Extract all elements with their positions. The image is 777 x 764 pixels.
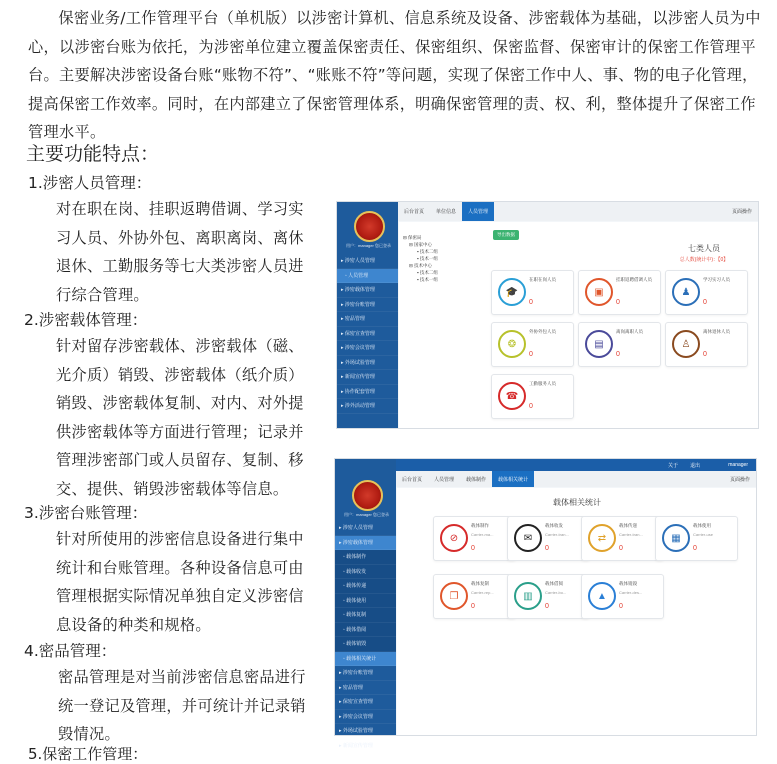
card-label: 在职在岗人员 — [529, 277, 556, 282]
reader-icon: ♟ — [672, 278, 700, 306]
sidebar-item-2[interactable]: ▸ 涉密载体管理 — [337, 283, 398, 298]
stat-card[interactable] — [491, 270, 574, 315]
tab-carrier-make[interactable]: 载体制作 — [466, 476, 487, 483]
sidebar-item-7[interactable]: ◦ 载体借阅 — [335, 623, 396, 638]
card-label: 载体销毁 — [619, 581, 637, 586]
sidebar-item-6[interactable]: ▸ 涉密会议管理 — [337, 341, 398, 356]
card-sublabel: Carrier-tran... — [545, 532, 569, 537]
item-4-title: 4.密品管理： — [24, 642, 117, 660]
elder-icon: ♙ — [672, 330, 700, 358]
tree-node[interactable]: ▪ 技术一组 — [417, 277, 438, 282]
card-value: 0 — [471, 603, 475, 610]
tab-personnel[interactable]: 人员管理 — [434, 476, 455, 483]
service-icon: ☎ — [498, 382, 526, 410]
card-value: 0 — [619, 603, 623, 610]
tab-personnel[interactable]: 人员管理 — [462, 202, 494, 221]
about-link[interactable]: 关于 — [667, 463, 678, 469]
tab-home[interactable]: 后台首页 — [402, 476, 423, 483]
card-sublabel: Carrier-use — [693, 532, 714, 537]
page-actions[interactable]: 页面操作 — [731, 209, 752, 215]
sidebar-item-7[interactable]: ▸ 外场试验管理 — [337, 356, 398, 371]
stat-card[interactable] — [578, 322, 661, 367]
sidebar-item-8[interactable]: ◦ 载体销毁 — [335, 637, 396, 652]
card-label: 载体使用 — [693, 523, 711, 528]
book-icon: ▥ — [514, 582, 542, 610]
tab-carrier-stats[interactable]: 载体相关统计 — [492, 471, 534, 487]
card-sublabel: Carrier-bo... — [545, 590, 567, 595]
card-value: 0 — [619, 545, 623, 552]
card-label: 挂职返聘借调人员 — [616, 277, 652, 282]
stat-card[interactable] — [655, 516, 738, 561]
cards-title: 载体相关统计 — [553, 498, 601, 507]
user-info: 用户：manager 您已登录 — [344, 512, 389, 517]
card-value: 0 — [616, 351, 620, 358]
sidebar-item-2[interactable]: ◦ 载体制作 — [335, 550, 396, 565]
stat-card[interactable] — [433, 516, 516, 561]
main-panel — [399, 222, 758, 428]
tab-unit-info[interactable]: 单位信息 — [436, 209, 457, 215]
sidebar-item-6[interactable]: ◦ 载体复制 — [335, 608, 396, 623]
group-icon: ❂ — [498, 330, 526, 358]
sidebar-item-1[interactable]: ▸ 涉密载体管理 — [335, 536, 396, 551]
user-name[interactable]: manager — [728, 462, 748, 468]
card-label: 载体复制 — [471, 581, 489, 586]
card-label: 载体制作 — [471, 523, 489, 528]
document-icon: ▤ — [585, 330, 613, 358]
card-label: 学习实习人员 — [703, 277, 730, 282]
sidebar-item-0[interactable]: ▸ 涉密人员管理 — [335, 521, 396, 536]
sidebar-item-10[interactable]: ▸ 涉密台账管理 — [335, 666, 396, 681]
card-label: 载体收发 — [545, 523, 563, 528]
sidebar-item-1[interactable]: ◦ 人员管理 — [337, 269, 398, 284]
mail-icon: ✉ — [514, 524, 542, 552]
intro-paragraph: 保密业务/工作管理平台（单机版）以涉密计算机、信息系统及设备、涉密载体为基础，以涉密人员为中心，以涉密台账为依托，为涉密单位建立覆盖保密责任、保密组织、保密监督、保密审计的保密工作管理平台。主要解决涉密设备台账“账物不符”、“账账不符”等问题，实现了保密工作中人、事、物的电子化管理，提高保密工作效率。同时，在内部建立了保密管理体系，明确保密管理的责、权、利，整体提升了保密工作管理水平。 — [28, 9, 761, 141]
item-1-title: 1.涉密人员管理： — [28, 174, 152, 192]
card-label: 工勤服务人员 — [529, 381, 556, 386]
card-sublabel: Carrier-rep... — [471, 590, 494, 595]
sidebar — [335, 459, 396, 749]
stat-card[interactable] — [665, 270, 748, 315]
org-tree — [403, 234, 438, 283]
sidebar-item-9[interactable]: ◦ 载体相关统计 — [335, 652, 396, 667]
export-button[interactable]: 导出数据 — [493, 230, 519, 240]
card-label: 离岗离职人员 — [616, 329, 643, 334]
destroy-icon: ▲ — [588, 582, 616, 610]
cards-subtitle: 总人数(统计中)：【0】 — [679, 257, 729, 263]
stat-card[interactable] — [665, 322, 748, 367]
sidebar-item-4[interactable]: ◦ 载体传递 — [335, 579, 396, 594]
tree-node[interactable]: ⊟ 技术中心 — [409, 263, 433, 268]
cards-title: 七类人员 — [688, 244, 720, 253]
features-heading: 主要功能特点： — [26, 143, 160, 165]
card-sublabel: Carrier-tran... — [619, 532, 643, 537]
top-bar — [396, 459, 756, 471]
card-value: 0 — [545, 545, 549, 552]
tree-node[interactable]: ▪ 技术一组 — [417, 256, 438, 261]
stat-card[interactable] — [507, 516, 590, 561]
card-value: 0 — [703, 299, 707, 306]
sidebar-item-5[interactable]: ◦ 载体使用 — [335, 594, 396, 609]
card-value: 0 — [529, 403, 533, 410]
sidebar-item-14[interactable]: ▸ 外场试验管理 — [335, 724, 396, 739]
item-3-body: 针对所使用的涉密信息设备进行集中统计和台账管理。各种设备信息可由管理根据实际情况单独自定义涉密信息设备的种类和规格。 — [56, 530, 304, 634]
item-5-title-cut: 5.保密工作管理： — [28, 745, 148, 763]
sidebar-item-3[interactable]: ◦ 载体收发 — [335, 565, 396, 580]
sidebar-item-0[interactable]: ▸ 涉密人员管理 — [337, 254, 398, 269]
tab-home[interactable]: 后台首页 — [404, 209, 425, 215]
stat-card[interactable] — [433, 574, 516, 619]
sidebar-item-12[interactable]: ▸ 保密宣查管理 — [335, 695, 396, 710]
item-4-body: 密品管理是对当前涉密信息密品进行统一登记及管理，并可统计并记录销毁情况。 — [58, 668, 306, 743]
card-value: 0 — [471, 545, 475, 552]
sidebar-item-9[interactable]: ▸ 协作配套管理 — [337, 385, 398, 400]
item-2-body: 针对留存涉密载体、涉密载体（磁、光介质）销毁、涉密载体（纸介质）销毁、涉密载体复制、对内、对外提供涉密载体等方面进行管理；记录并管理涉密部门或人员留存、复制、移交、提供、销毁涉密载体等信息。 — [56, 337, 304, 498]
main-panel — [397, 488, 756, 735]
sidebar-item-11[interactable]: ▸ 密品管理 — [335, 681, 396, 696]
stat-card[interactable] — [507, 574, 590, 619]
card-label: 外协外包人员 — [529, 329, 556, 334]
item-2-title: 2.涉密载体管理： — [24, 311, 148, 329]
sidebar — [337, 202, 398, 428]
stat-card[interactable] — [491, 374, 574, 419]
sidebar-item-5[interactable]: ▸ 保密宣查管理 — [337, 327, 398, 342]
sidebar-item-13[interactable]: ▸ 涉密会议管理 — [335, 710, 396, 725]
stat-card[interactable] — [581, 516, 664, 561]
stat-card[interactable] — [578, 270, 661, 315]
logout-link[interactable]: 退出 — [689, 463, 700, 469]
sidebar-item-8[interactable]: ▸ 新闻宣传管理 — [337, 370, 398, 385]
card-value: 0 — [529, 299, 533, 306]
item-1-body: 对在职在岗、挂职返聘借调、学习实习人员、外协外包、离职离岗、离休退休、工勤服务等七大类涉密人员进行综合管理。 — [56, 200, 304, 304]
tab-bar — [396, 471, 756, 487]
card-label: 离休退休人员 — [703, 329, 730, 334]
sidebar-item-3[interactable]: ▸ 涉密台账管理 — [337, 298, 398, 313]
card-value: 0 — [693, 545, 697, 552]
card-sublabel: Carrier-des... — [619, 590, 643, 595]
tree-node[interactable]: ▪ 技术二组 — [417, 270, 438, 275]
tree-node[interactable]: ▪ 技术二组 — [417, 249, 438, 254]
usage-icon: ▦ — [662, 524, 690, 552]
screenshot-carrier-stats — [334, 458, 757, 749]
tab-bar — [398, 202, 758, 221]
sidebar-item-10[interactable]: ▸ 涉外活动管理 — [337, 399, 398, 414]
card-value: 0 — [703, 351, 707, 358]
item-3-title: 3.涉密台账管理： — [24, 504, 148, 522]
card-value: 0 — [529, 351, 533, 358]
card-value: 0 — [616, 299, 620, 306]
stat-card[interactable] — [491, 322, 574, 367]
stat-card[interactable] — [581, 574, 664, 619]
card-value: 0 — [545, 603, 549, 610]
no-icon: ⊘ — [440, 524, 468, 552]
graduation-icon: 🎓 — [498, 278, 526, 306]
tree-node[interactable]: ⊟ 保密局 — [403, 235, 422, 240]
copy-icon: ❐ — [440, 582, 468, 610]
logo-emblem — [354, 211, 385, 242]
card-label: 载体传递 — [619, 523, 637, 528]
page-actions[interactable]: 页面操作 — [729, 476, 750, 483]
sidebar-item-4[interactable]: ▸ 密品管理 — [337, 312, 398, 327]
logo-emblem — [352, 480, 383, 511]
user-info: 用户：manager 您已登录 — [346, 243, 391, 248]
transfer-icon: ⇄ — [588, 524, 616, 552]
presenter-icon: ▣ — [585, 278, 613, 306]
card-sublabel: Carrier-ma... — [471, 532, 494, 537]
card-label: 载体借阅 — [545, 581, 563, 586]
screenshot-personnel — [336, 201, 759, 429]
tree-node[interactable]: ⊟ 国家中心 — [409, 242, 433, 247]
sidebar-item-15[interactable]: ▸ 新闻宣传管理 — [335, 739, 396, 754]
